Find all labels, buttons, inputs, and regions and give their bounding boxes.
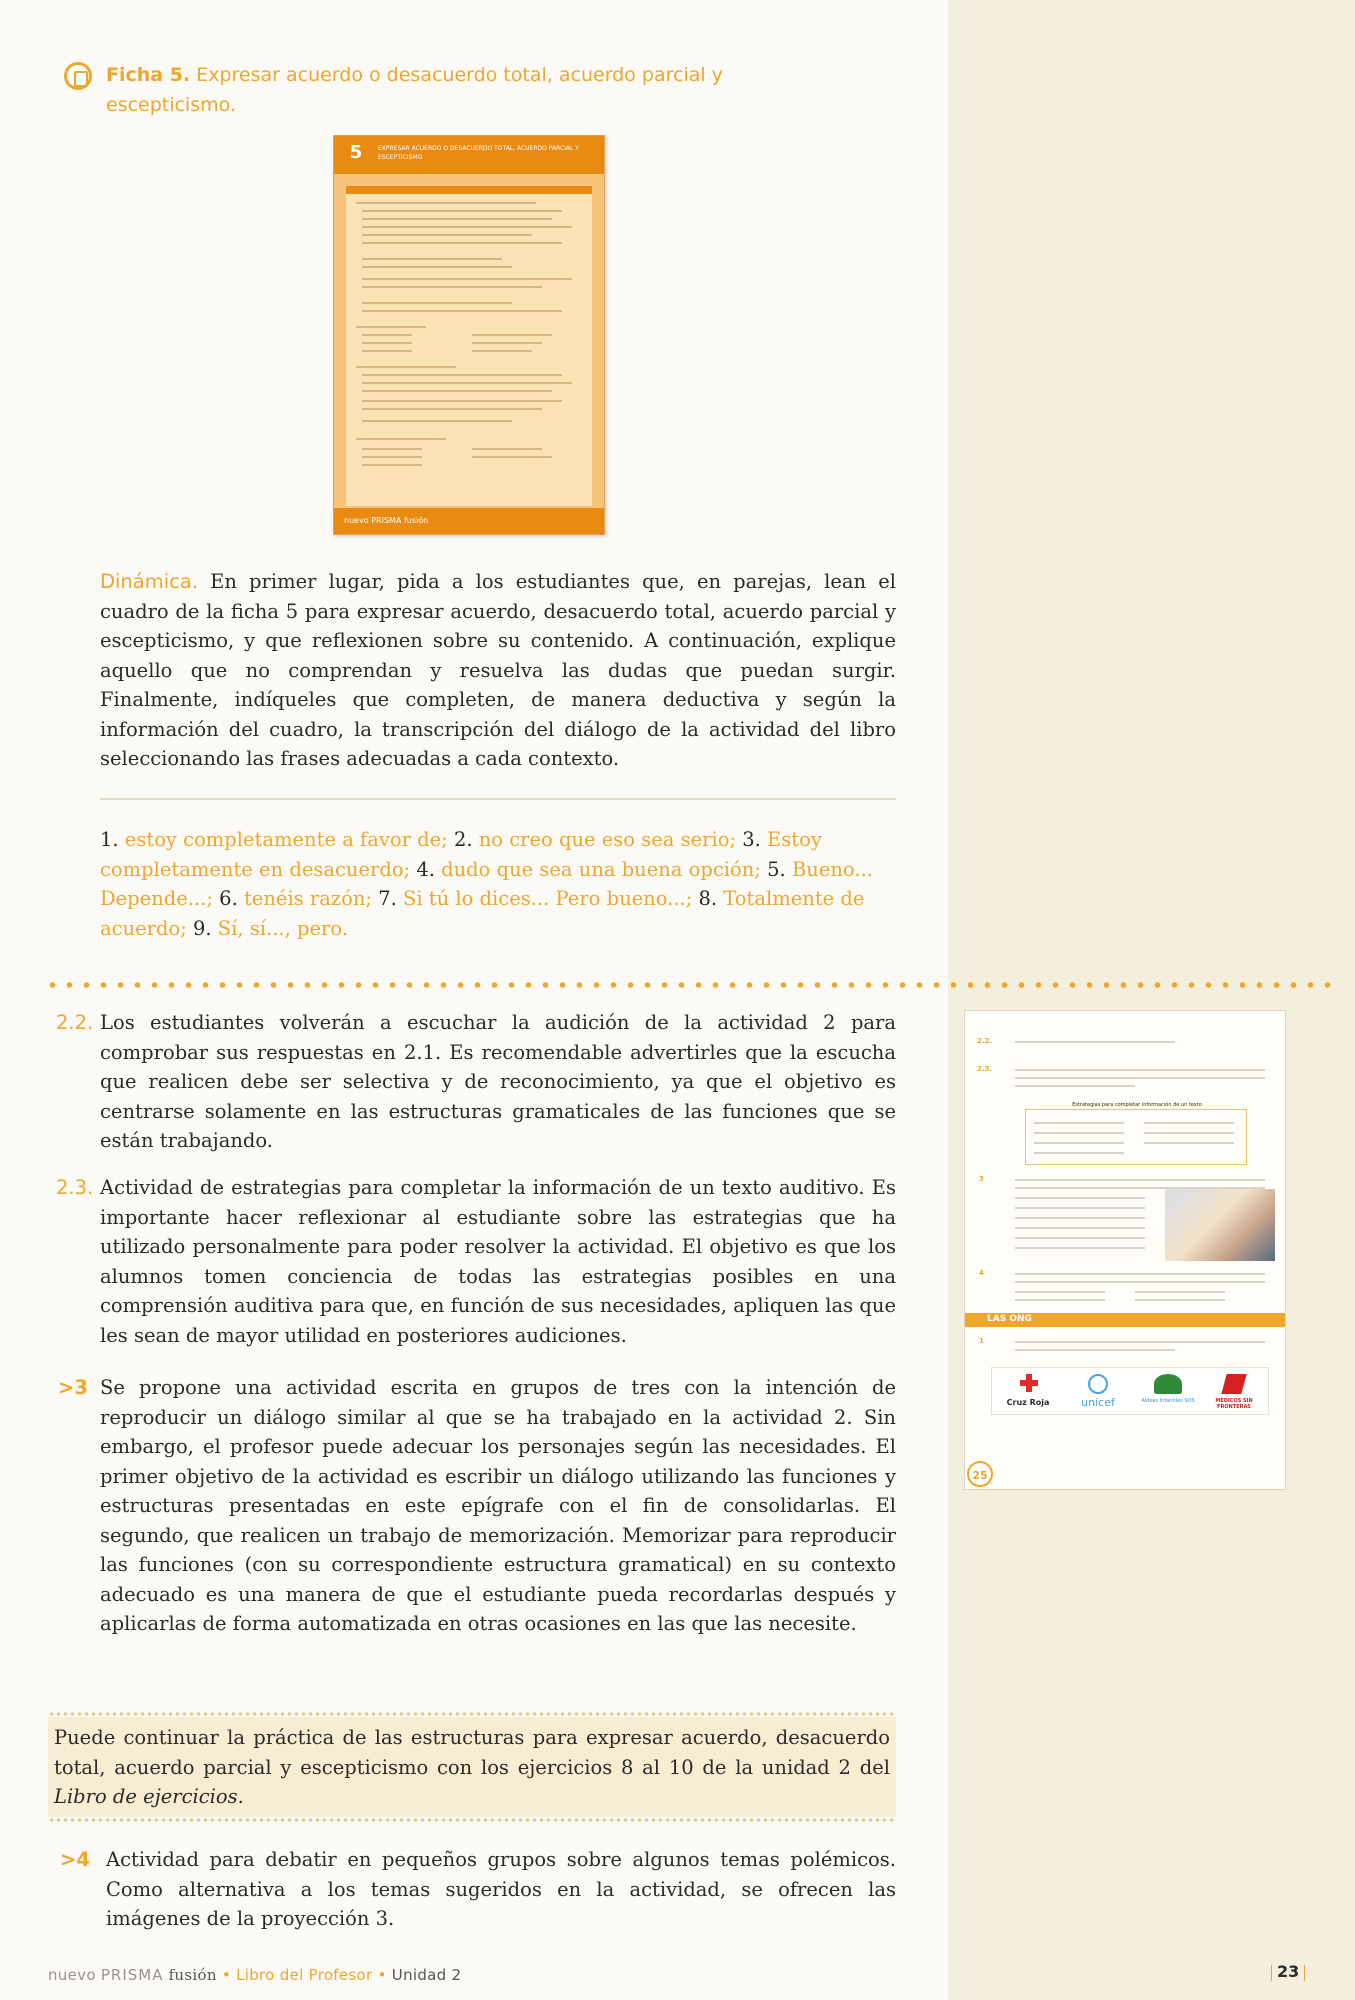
section-4 (60, 1845, 896, 1934)
note-text (54, 1723, 890, 1812)
msf-label: MÉDICOS SIN FRONTERAS (1215, 1398, 1253, 1410)
divider (100, 798, 896, 800)
msf-logo (1204, 1372, 1264, 1410)
section-4-number: >4 (60, 1848, 90, 1871)
answer-num-3: 3. (742, 828, 761, 851)
ficha-title-line1: Expresar acuerdo o desacuerdo total, acuerdo parcial y (196, 64, 723, 86)
answer-5: Bueno... Depende...; (100, 857, 873, 910)
ngo-logos (991, 1367, 1269, 1415)
answer-num-7: 7. (378, 887, 397, 910)
answer-num-9: 9. (192, 916, 212, 940)
ficha-thumb-title: EXPRESAR ACUERDO O DESACUERDO TOTAL, ACUERDO PARCIAL Y ESCEPTICISMO (378, 145, 579, 161)
footer-sep-1: • (221, 1966, 232, 1984)
ficha-icon (64, 62, 92, 90)
aldeas-label: Aldeas Infantiles SOS (1141, 1398, 1195, 1404)
answer-3: Estoy completamente en desacuerdo; (100, 828, 822, 881)
right-margin-band (948, 0, 1355, 2000)
ficha-thumb-body (346, 186, 592, 506)
book-page-number: 25 (967, 1461, 993, 1487)
book-photo (1165, 1189, 1275, 1261)
cruz-roja-logo (998, 1372, 1058, 1410)
dinamica-label: Dinámica. (100, 570, 199, 593)
ficha-thumbnail (333, 135, 605, 535)
section-2-2 (56, 1008, 896, 1156)
section-2-3 (56, 1173, 896, 1350)
aldeas-logo (1138, 1372, 1198, 1410)
answers-paragraph (100, 825, 896, 943)
footer-sep-2: • (377, 1966, 387, 1984)
footer-nuevo: nuevo (48, 1966, 96, 1984)
cruz-roja-label: Cruz Roja (1006, 1398, 1050, 1407)
unicef-label: unicef (1081, 1396, 1115, 1409)
answer-2: no creo que eso sea serio; (478, 828, 737, 851)
page-footer (48, 1966, 461, 1984)
answer-num-2: 2. (453, 828, 473, 851)
answer-num-5: 5. (767, 857, 786, 881)
dotted-separator (44, 982, 1334, 988)
answer-num-6: 6. (219, 887, 238, 910)
ficha-thumb-badge: 5 (349, 142, 363, 163)
unicef-globe-icon (1088, 1374, 1108, 1394)
note-book-title: Libro de ejercicios (54, 1785, 238, 1808)
answer-7: Si tú lo dices... Pero bueno...; (403, 887, 693, 910)
ficha-thumb-footer (334, 508, 604, 534)
section-3 (58, 1373, 896, 1639)
ficha-thumb-header (334, 136, 604, 174)
note-border-bottom (48, 1818, 896, 1822)
footer-prisma: PRISMA (100, 1966, 164, 1984)
unicef-logo (1068, 1372, 1128, 1410)
ficha-title (106, 60, 723, 120)
ficha-label: Ficha 5. (106, 64, 191, 86)
book-item-2-2: 2.2. (977, 1037, 993, 1045)
answer-num-8: 8. (698, 887, 718, 910)
answer-9: Sí, sí..., pero. (217, 916, 348, 940)
section-2-3-number: 2.3. (56, 1176, 94, 1199)
footer-book: Libro del Profesor (236, 1966, 373, 1984)
answer-num-4: 4. (416, 857, 435, 881)
page-number: 23 (1266, 1962, 1310, 1981)
note-border-top (48, 1712, 896, 1716)
ficha-title-line2: escepticismo. (106, 94, 236, 116)
book-strategies-title: Estrategias para completar información de un texto (1072, 1102, 1202, 1108)
book-section-title: LAS ONG (987, 1314, 1032, 1324)
book-item-3: 3 (979, 1175, 984, 1183)
msf-figure-icon (1221, 1374, 1246, 1394)
answer-1: estoy completamente a favor de; (124, 828, 448, 851)
answer-num-1: 1. (100, 828, 119, 851)
book-item-2-3: 2.3. (977, 1065, 993, 1073)
answer-6: tenéis razón; (243, 887, 372, 910)
answer-4: dudo que sea una buena opción; (441, 857, 761, 881)
section-4-text: Actividad para debatir en pequeños grupos sobre algunos temas polémicos. Como alternativa a los temas sugeridos en la actividad, se ofrecen las imágenes de la proyección 3. (106, 1848, 896, 1930)
book-strategies-box (1025, 1102, 1247, 1165)
book-item-1: 1 (979, 1337, 984, 1345)
red-cross-icon (1020, 1374, 1038, 1392)
section-3-text: Se propone una actividad escrita en grupos de tres con la intención de reproducir un diálogo similar al que se ha trabajado en la actividad 2. Sin embargo, el profesor puede adecuar los personajes según las necesidades. El primer objetivo de la actividad es escribir un diálogo utilizando las funciones y estructuras presentadas en este epígrafe con el fin de consolidarlas. El segundo, que realicen un trabajo de memorización. Memorizar para reproducir las funciones (con su correspondiente estructura gramatical) en su contexto adecuado es una manera de que el estudiante pueda recordarlas después y aplicarlas de forma automatizada en otras ocasiones en las que las necesite. (100, 1376, 896, 1635)
answer-8: Totalmente de acuerdo; (100, 887, 865, 940)
book-section-bar (965, 1313, 1285, 1327)
tree-icon (1154, 1374, 1182, 1394)
dinamica-paragraph (100, 567, 896, 774)
footer-unit: Unidad 2 (391, 1966, 462, 1984)
section-2-3-text: Actividad de estrategias para completar la información de un texto auditivo. Es importante hacer reflexionar al estudiante sobre las estrategias que ha utilizado personalmente para poder resolver la actividad. El objetivo es que los alumnos tomen conciencia de todas las estrategias posibles en una comprensión auditiva para que, en función de sus necesidades, apliquen las que les sean de mayor utilidad en posteriores audiciones. (100, 1176, 896, 1347)
book-page-thumbnail (964, 1010, 1286, 1490)
note-end: . (237, 1785, 244, 1808)
note-body: Puede continuar la práctica de las estructuras para expresar acuerdo, desacuerdo total, acuerdo parcial y escepticismo con los ejercicios 8 al 10 de la unidad 2 del (54, 1726, 890, 1779)
section-2-2-number: 2.2. (56, 1011, 94, 1034)
dinamica-text: En primer lugar, pida a los estudiantes que, en parejas, lean el cuadro de la ficha 5 para expresar acuerdo, desacuerdo total, acuerdo parcial y escepticismo, y que reflexionen sobre su contenido. A continuación, explique aquello que no comprendan y resuelva las dudas que puedan surgir. Finalmente, indíqueles que completen, de manera deductiva y según la información del cuadro, la transcripción del diálogo de la actividad del libro seleccionando las frases adecuadas a cada contexto. (100, 570, 896, 770)
footer-fusion: fusión (168, 1966, 217, 1984)
book-item-4: 4 (979, 1269, 984, 1277)
section-2-2-text: Los estudiantes volverán a escuchar la audición de la actividad 2 para comprobar sus respuestas en 2.1. Es recomendable advertirles que la escucha que realicen debe ser selectiva y de reconocimiento, ya que el objetivo es centrarse solamente en las estructuras gramaticales de las funciones que se están trabajando. (100, 1011, 896, 1152)
ficha-thumb-footer-text: nuevo PRISMA fusión (344, 516, 429, 525)
section-3-number: >3 (58, 1376, 88, 1399)
